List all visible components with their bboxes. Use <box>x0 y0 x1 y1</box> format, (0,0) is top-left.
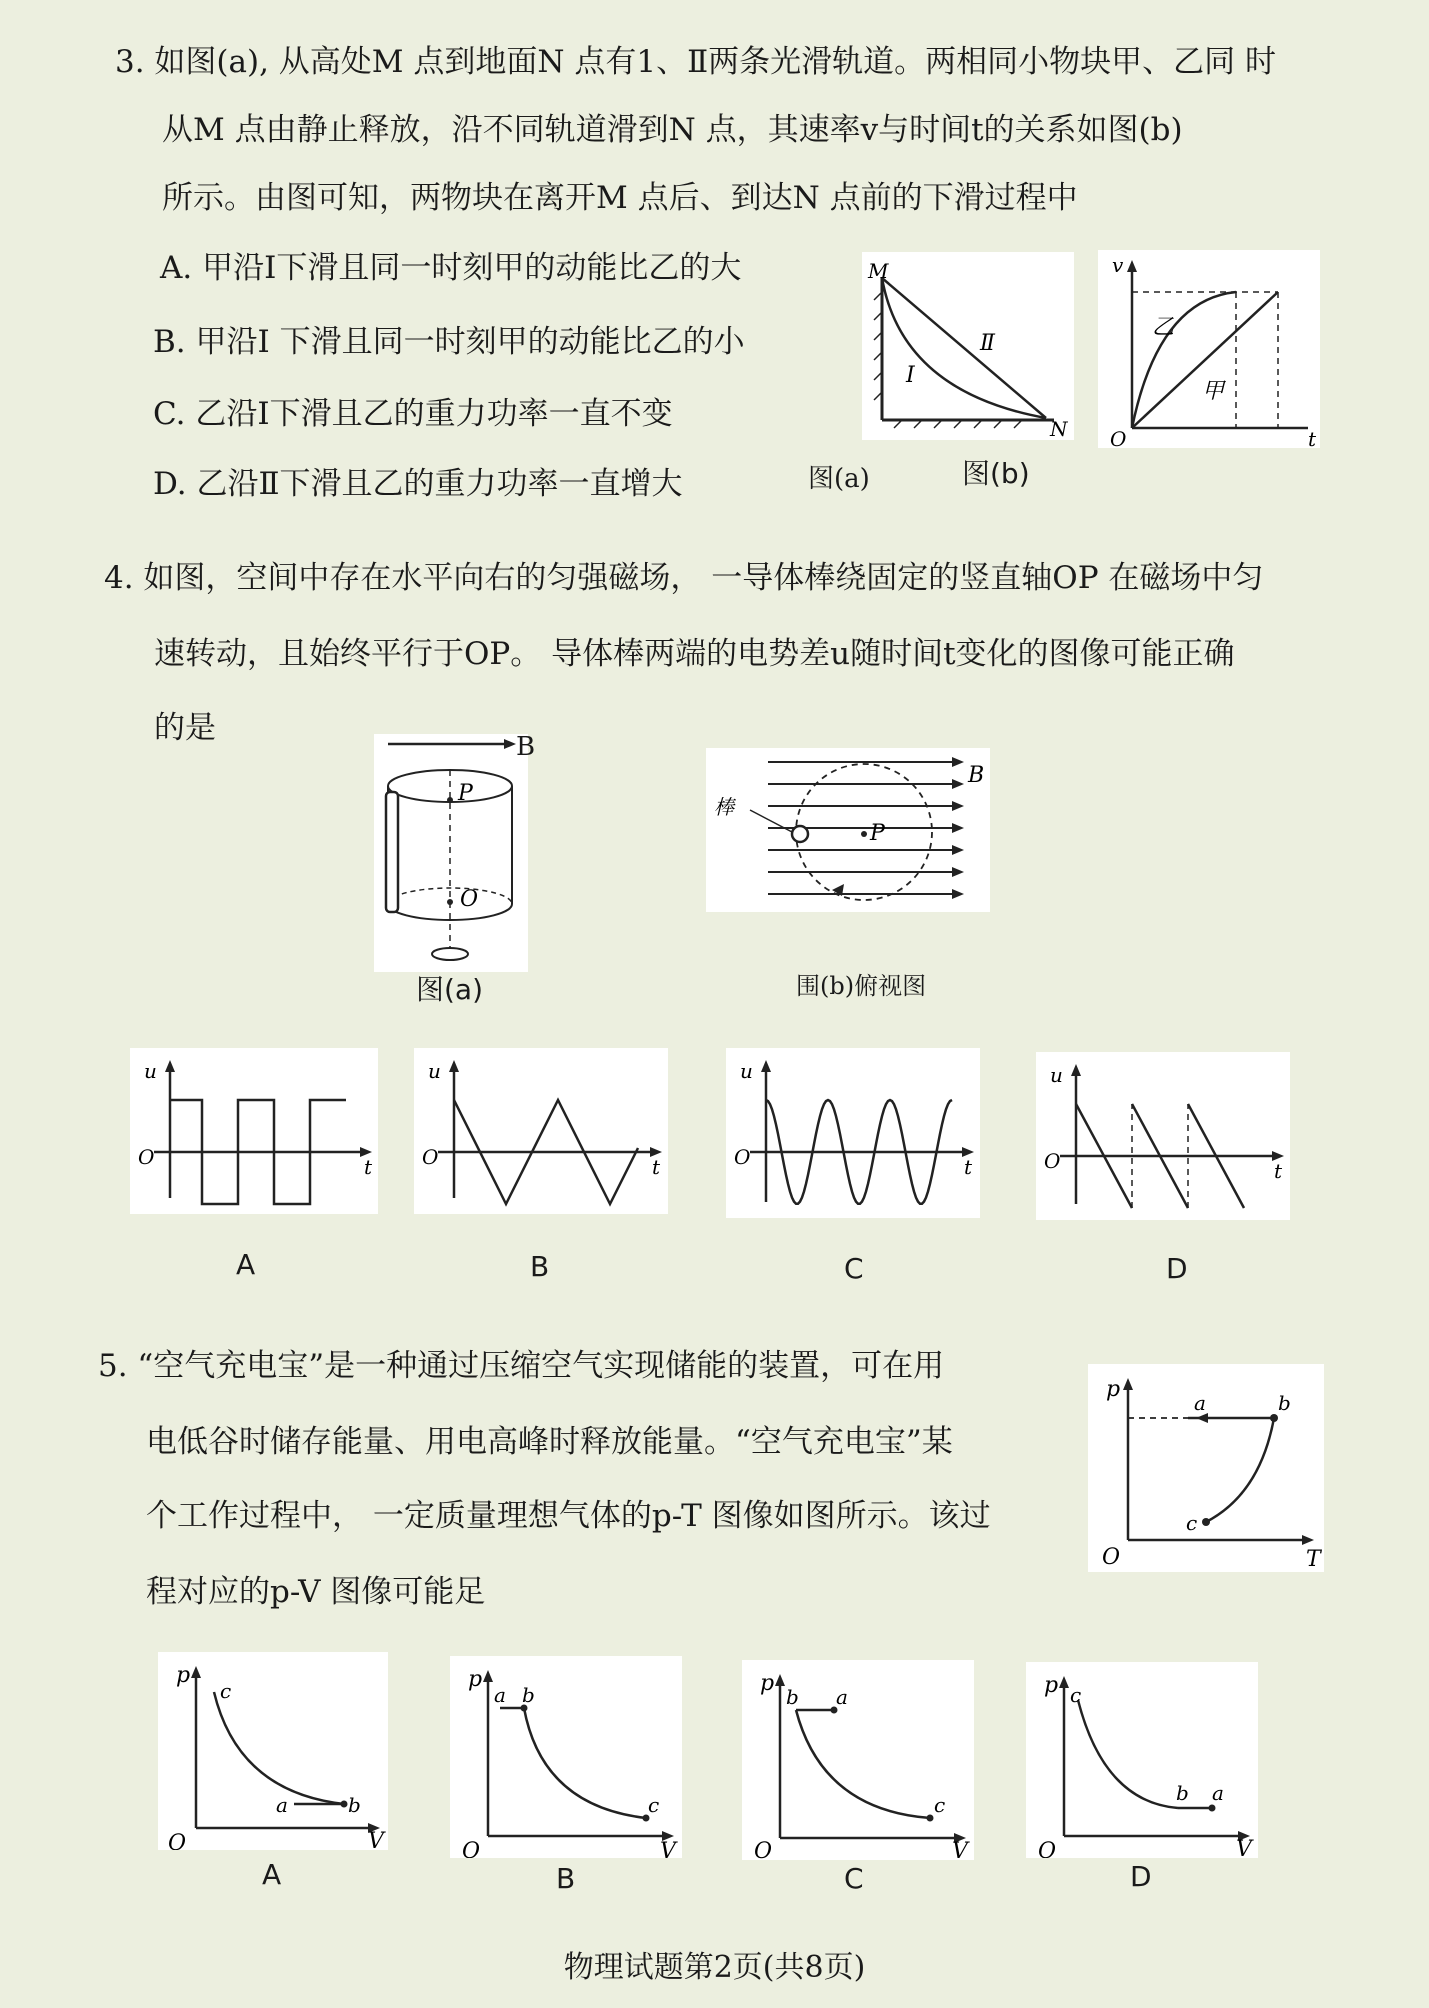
q4-c-label-u: u <box>740 1059 753 1083</box>
q5-stem-line-4: 程对应的p-V 图像可能足 <box>146 1574 486 1610</box>
q5-c-label-c: c <box>934 1793 946 1817</box>
q3-figure-b <box>1098 250 1320 448</box>
q4-d-label-t: t <box>1274 1159 1283 1183</box>
q5-option-label-b: B <box>556 1862 576 1895</box>
q5-option-label-c: C <box>844 1862 864 1895</box>
q3-option-d: D. 乙沿Ⅱ下滑且乙的重力功率一直增大 <box>153 466 683 502</box>
q4-option-label-b: B <box>530 1250 550 1283</box>
q5-stem-line-2: 电低谷时储存能量、用电高峰时释放能量。“空气充电宝”某 <box>146 1424 953 1460</box>
q5-stem-line-1: 5. “空气充电宝”是一种通过压缩空气实现储能的装置，可在用 <box>98 1348 945 1384</box>
q3-fig-a-caption: 图(a) <box>808 464 870 494</box>
q5-c-label-a: a <box>836 1685 848 1709</box>
q4-fig-a-label-b: B <box>516 732 536 762</box>
q3-fig-a-label-m: M <box>868 259 889 283</box>
q4-b-label-u: u <box>428 1059 441 1083</box>
q5-option-b-graph <box>450 1656 682 1858</box>
q3-stem-line-2: 从M 点由静止释放，沿不同轨道滑到N 点，其速率v与时间t的关系如图(b) <box>162 112 1183 148</box>
q5-a-label-a: a <box>276 1793 288 1817</box>
q5-option-label-a: A <box>262 1858 282 1891</box>
q5-option-label-d: D <box>1130 1860 1152 1893</box>
q3-option-c: C. 乙沿I下滑且乙的重力功率一直不变 <box>153 396 673 432</box>
q4-a-label-o: O <box>138 1145 155 1169</box>
q3-figure-a <box>862 252 1074 440</box>
q5-pt-label-c: c <box>1186 1511 1198 1535</box>
q4-option-label-a: A <box>236 1248 256 1281</box>
q3-stem-line-1: 3. 如图(a), 从高处M 点到地面N 点有1、Ⅱ两条光滑轨道。两相同小物块甲、乙同 时 <box>115 44 1277 80</box>
q5-pt-label-t: T <box>1306 1547 1321 1572</box>
q4-b-label-t: t <box>652 1155 661 1179</box>
q4-b-label-o: O <box>422 1145 439 1169</box>
q5-b-label-v: V <box>660 1839 676 1858</box>
q3-fig-b-label-yi: 乙 <box>1152 315 1175 340</box>
q4-option-c-graph <box>726 1048 980 1218</box>
q3-fig-b-caption: 图(b) <box>962 457 1030 490</box>
q3-fig-a-label-n: N <box>1050 417 1068 440</box>
q4-stem-line-3: 的是 <box>154 710 216 746</box>
q5-b-label-a: a <box>494 1683 506 1707</box>
q5-pt-label-a: a <box>1194 1391 1206 1415</box>
q5-pt-label-b: b <box>1278 1391 1291 1415</box>
q4-fig-b-caption: 围(b)俯视图 <box>796 972 927 1000</box>
q4-fig-b-label-b: B <box>968 763 985 788</box>
q4-option-label-d: D <box>1166 1252 1188 1285</box>
q4-c-label-o: O <box>734 1145 751 1169</box>
page-footer: 物理试题第2页(共8页) <box>563 1950 866 1985</box>
q3-fig-a-label-i: I <box>906 363 915 388</box>
q3-fig-b-label-v: v <box>1112 253 1124 277</box>
q5-d-label-v: V <box>1236 1837 1252 1858</box>
q4-stem-line-2: 速转动，且始终平行于OP。 导体棒两端的电势差u随时间t变化的图像可能正确 <box>154 636 1235 672</box>
q4-a-label-t: t <box>364 1155 373 1179</box>
q4-a-label-u: u <box>144 1059 157 1083</box>
q4-fig-b-label-rod: 棒 <box>714 795 734 819</box>
q3-option-a: A. 甲沿I下滑且同一时刻甲的动能比乙的大 <box>160 250 742 286</box>
q3-fig-b-label-o: O <box>1110 427 1127 448</box>
q5-option-a-graph <box>158 1652 388 1850</box>
q4-figure-b <box>706 748 990 912</box>
q4-option-label-c: C <box>844 1252 864 1285</box>
q5-c-label-v: V <box>952 1839 968 1860</box>
q5-a-label-c: c <box>220 1679 232 1703</box>
q3-option-b: B. 甲沿I 下滑且同一时刻甲的动能比乙的小 <box>153 324 745 360</box>
q3-fig-a-label-ii: Ⅱ <box>980 331 995 356</box>
q4-stem-line-1: 4. 如图，空间中存在水平向右的匀强磁场， 一导体棒绕固定的竖直轴OP 在磁场中匀 <box>104 560 1264 596</box>
q5-a-label-b: b <box>348 1793 361 1817</box>
q5-a-label-o: O <box>168 1831 187 1850</box>
q3-fig-b-label-jia: 甲 <box>1202 379 1225 404</box>
q5-c-label-p: p <box>760 1671 775 1696</box>
q5-d-label-b: b <box>1176 1781 1189 1805</box>
q5-option-d-graph <box>1026 1662 1258 1858</box>
q4-option-b-graph <box>414 1048 668 1214</box>
q4-figure-a <box>374 734 528 972</box>
q5-d-label-o: O <box>1038 1839 1057 1858</box>
q4-fig-a-caption: 图(a) <box>416 973 484 1006</box>
q5-c-label-o: O <box>754 1839 773 1860</box>
q3-fig-b-label-t: t <box>1308 427 1317 448</box>
q5-b-label-p: p <box>468 1667 483 1692</box>
q5-option-c-graph <box>742 1660 974 1860</box>
q5-d-label-p: p <box>1044 1673 1059 1698</box>
q5-pt-label-o: O <box>1102 1545 1121 1570</box>
q5-pt-figure <box>1088 1364 1324 1572</box>
q5-a-label-v: V <box>368 1829 384 1850</box>
q5-d-label-c: c <box>1070 1683 1082 1707</box>
q5-stem-line-3: 个工作过程中， 一定质量理想气体的p-T 图像如图所示。该过 <box>146 1498 991 1534</box>
q5-b-label-o: O <box>462 1839 481 1858</box>
q4-fig-a-label-p: P <box>458 781 473 806</box>
q5-pt-label-p: p <box>1106 1377 1121 1402</box>
q5-b-label-b: b <box>522 1683 535 1707</box>
q4-d-label-o: O <box>1044 1149 1061 1173</box>
q3-stem-line-3: 所示。由图可知，两物块在离开M 点后、到达N 点前的下滑过程中 <box>162 180 1078 216</box>
q4-option-a-graph <box>130 1048 378 1214</box>
q4-d-label-u: u <box>1050 1063 1063 1087</box>
q4-fig-b-label-p: P <box>870 821 885 846</box>
q4-fig-a-label-o: O <box>460 887 479 912</box>
q5-b-label-c: c <box>648 1793 660 1817</box>
q5-c-label-b: b <box>786 1685 799 1709</box>
q4-option-d-graph <box>1036 1052 1290 1220</box>
q4-c-label-t: t <box>964 1155 973 1179</box>
q5-d-label-a: a <box>1212 1781 1224 1805</box>
q5-a-label-p: p <box>176 1663 191 1688</box>
